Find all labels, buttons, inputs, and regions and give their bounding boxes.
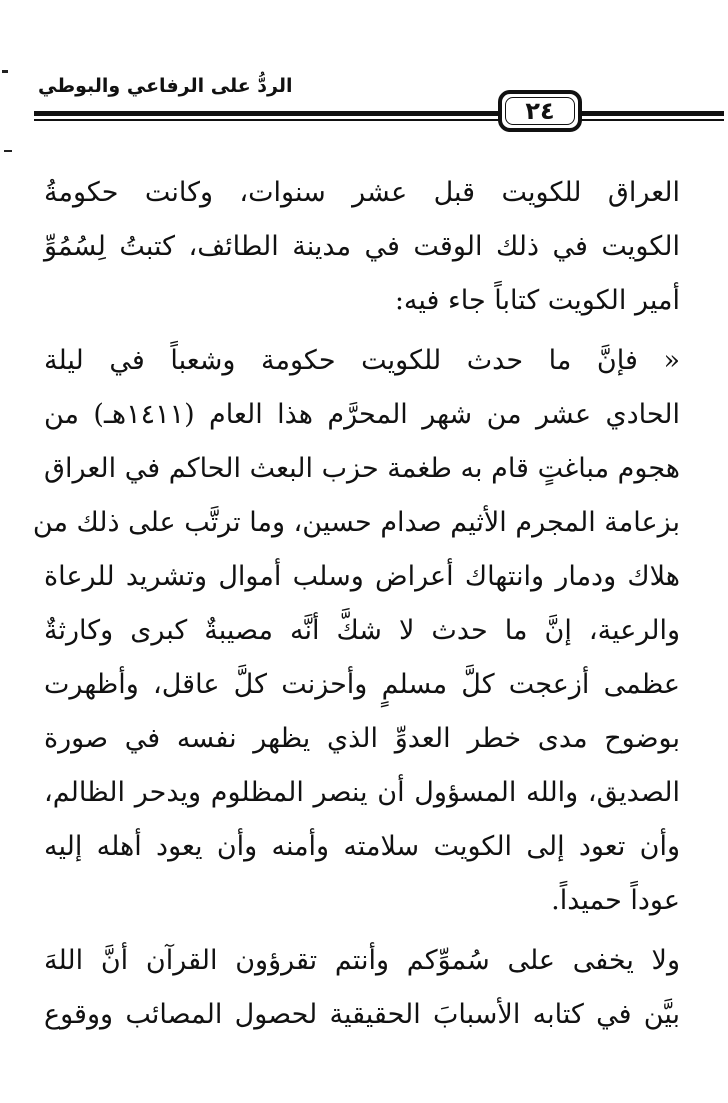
margin-mark-top <box>2 70 8 73</box>
page-number: ٢٤ <box>525 97 555 125</box>
text-line: أمير الكويت كتاباً جاء فيه: <box>394 285 680 316</box>
text-line: بيَّن في كتابه الأسبابَ الحقيقية لحصول المصائب ووقوع <box>44 999 680 1030</box>
text-line: عظمى أزعجت كلَّ مسلمٍ وأحزنت كلَّ عاقل، وأظهرت <box>44 669 680 700</box>
header-rule-thin <box>34 119 724 121</box>
header-rule-thick <box>34 111 724 116</box>
text-line: الصديق، والله المسؤول أن ينصر المظلوم ويدحر الظالم، <box>44 777 680 808</box>
text-line: بوضوح مدى خطر العدوِّ الذي يظهر نفسه في صورة <box>44 723 680 754</box>
text-line: « فإنَّ ما حدث للكويت حكومة وشعباً في ليلة <box>44 345 680 376</box>
text-line: الكويت في ذلك الوقت في مدينة الطائف، كتبتُ لِسُمُوِّ <box>44 231 680 262</box>
text-line: ولا يخفى على سُموِّكم وأنتم تقرؤون القرآن أنَّ اللهَ <box>44 945 680 976</box>
running-title: الردُّ على الرفاعي والبوطي <box>38 75 293 97</box>
page-number-box <box>498 90 582 132</box>
text-line: عوداً حميداً. <box>551 885 680 916</box>
text-line: والرعية، إنَّ ما حدث لا شكَّ أنَّه مصيبةٌ كبرى وكارثةٌ <box>44 615 680 646</box>
margin-mark-lower <box>4 150 12 152</box>
text-line: هجوم مباغتٍ قام به طغمة حزب البعث الحاكم في العراق <box>44 453 680 484</box>
text-line: هلاك ودمار وانتهاك أعراض وسلب أموال وتشريد للرعاة <box>44 561 680 592</box>
text-line: وأن تعود إلى الكويت سلامته وأمنه وأن يعود أهله إليه <box>44 831 680 862</box>
text-line: العراق للكويت قبل عشر سنوات، وكانت حكومةُ <box>44 177 680 208</box>
text-line: بزعامة المجرم الأثيم صدام حسين، وما ترتَّب على ذلك من <box>32 507 680 538</box>
text-line: الحادي عشر من شهر المحرَّم هذا العام (١٤١١هـ) من <box>44 399 680 430</box>
body-text <box>32 166 680 1042</box>
